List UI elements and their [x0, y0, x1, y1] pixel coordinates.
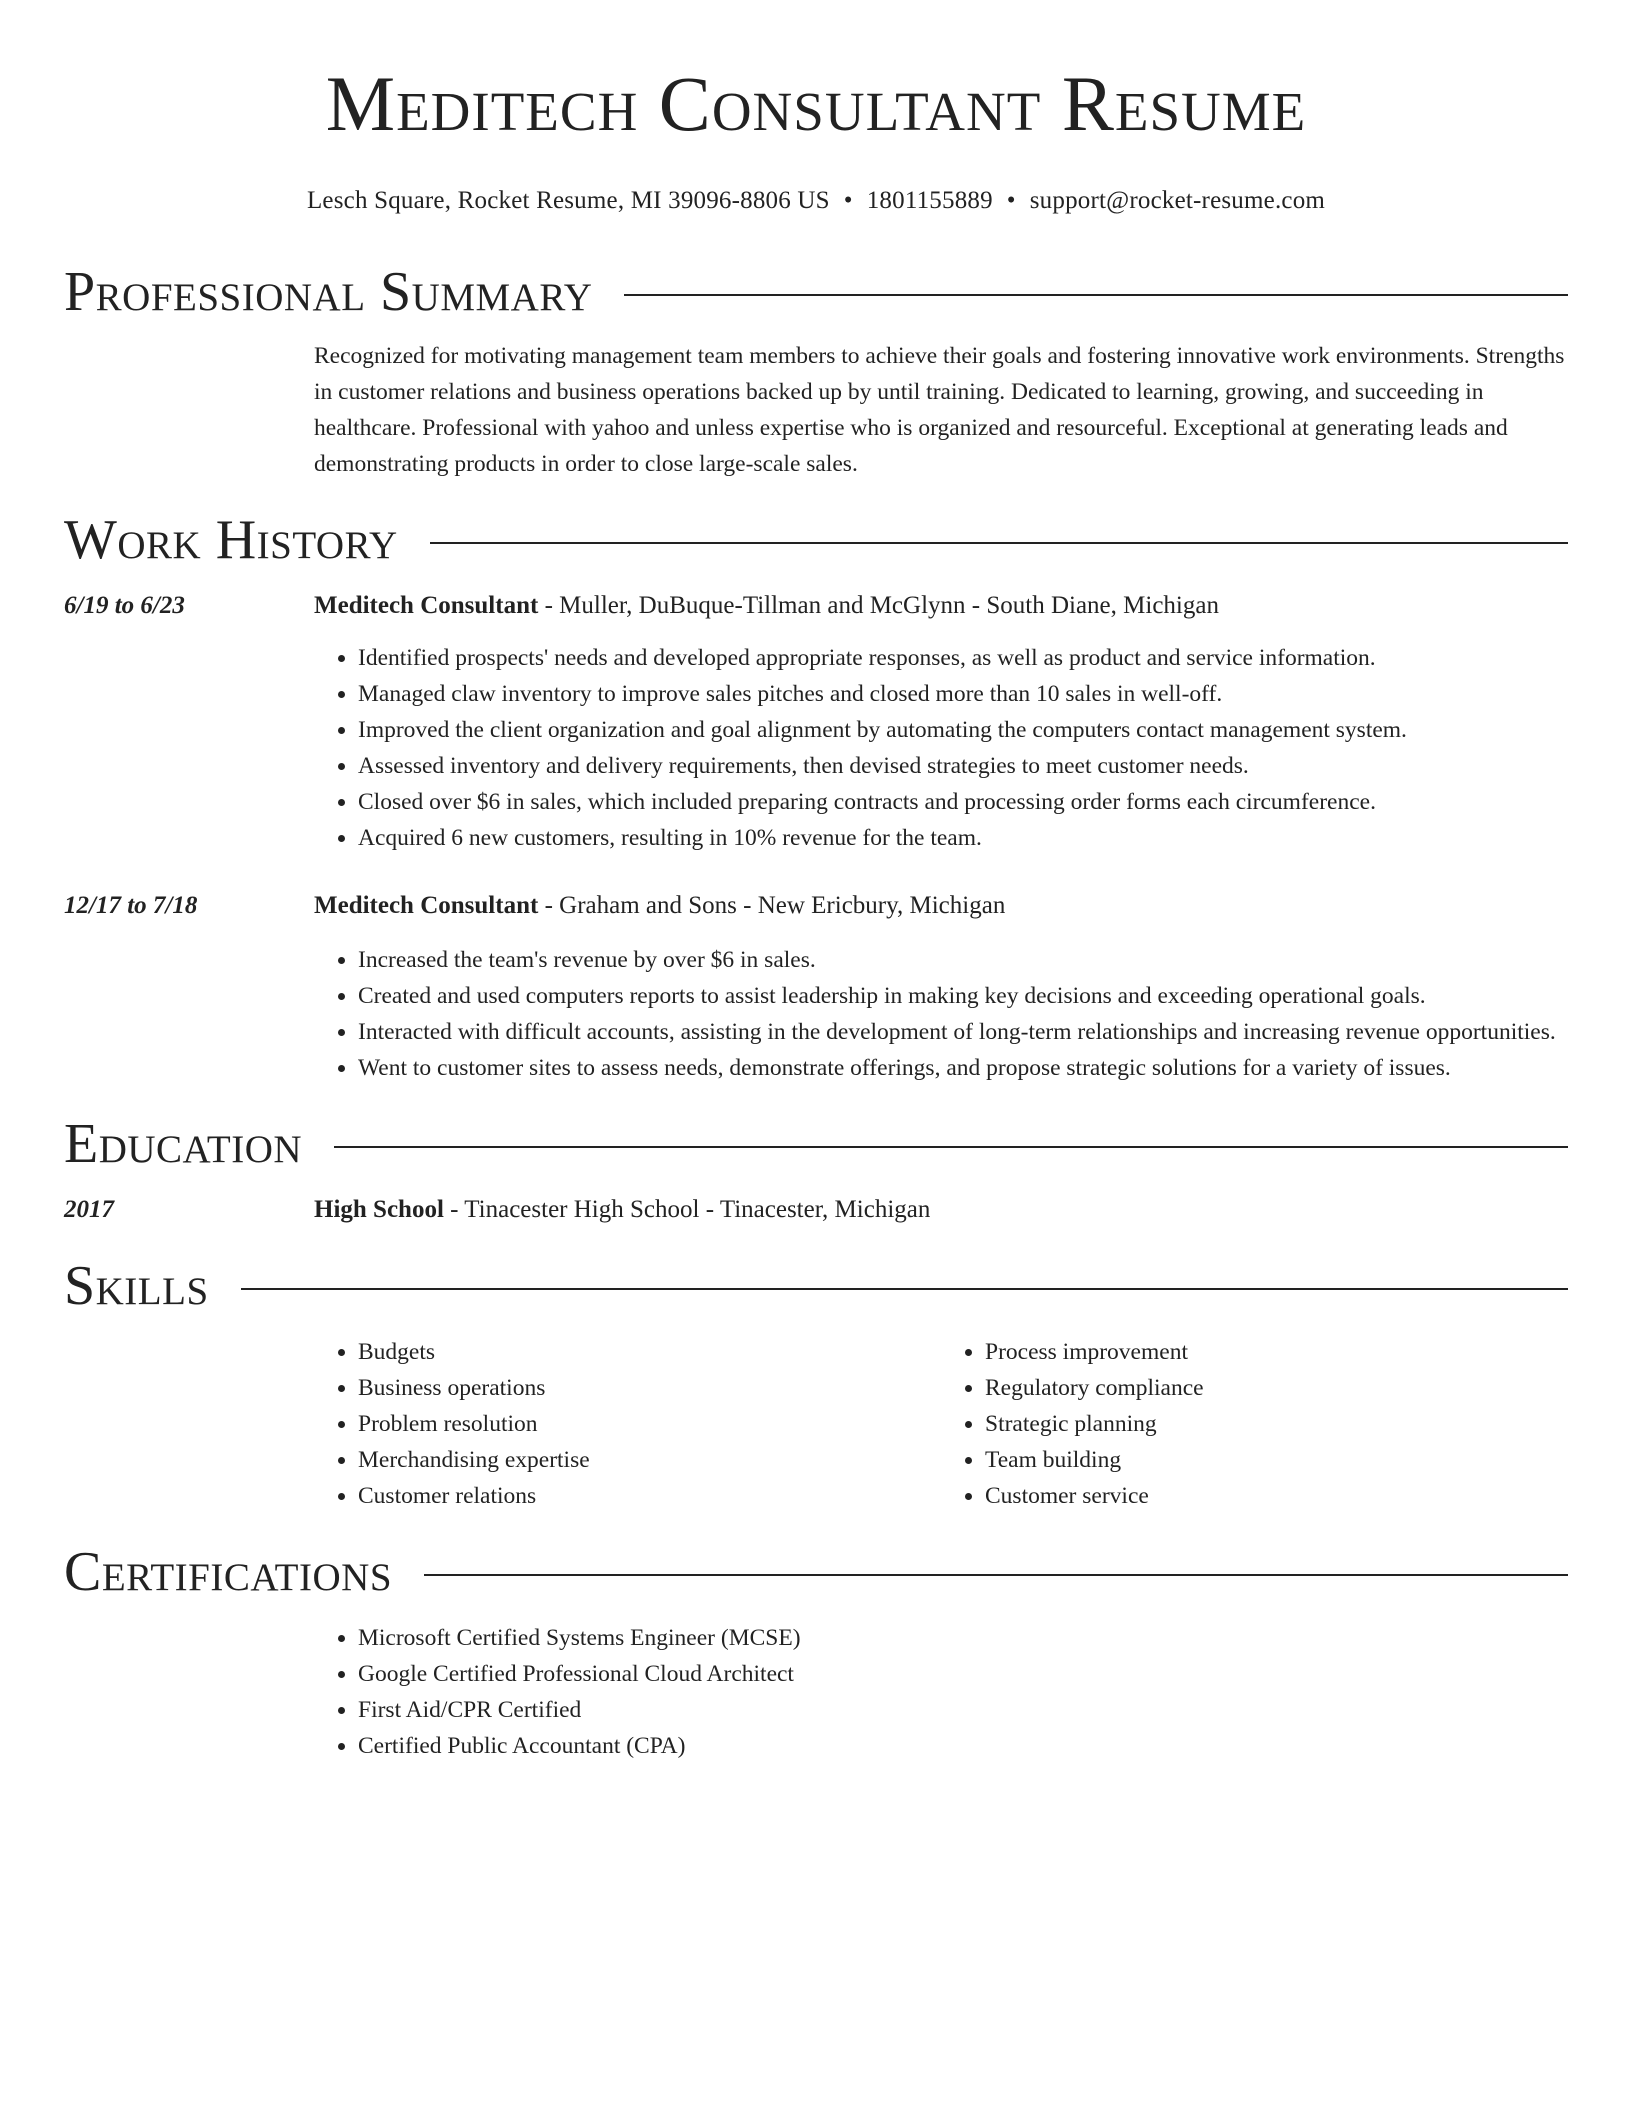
work-heading: Work History — [64, 509, 398, 571]
skills-list-right — [941, 1334, 1568, 1514]
skill-item: • Budgets — [358, 1334, 941, 1370]
job-bullet: • Improved the client organization and goal alignment by automating the computers contact management system. — [358, 712, 1568, 748]
section-divider — [334, 1146, 1568, 1148]
skill-item: • Team building — [985, 1442, 1568, 1478]
skill-item: • Strategic planning — [985, 1406, 1568, 1442]
contact-line — [64, 184, 1568, 218]
skills-left-spacer — [64, 1334, 314, 1514]
skill-item: • Problem resolution — [358, 1406, 941, 1442]
job-entry — [64, 888, 1568, 1086]
section-divider — [430, 542, 1568, 544]
contact-phone: 1801155889 — [866, 187, 993, 214]
section-divider — [241, 1288, 1568, 1290]
job-dates: 12/17 to 7/18 — [64, 892, 198, 919]
job-heading — [314, 888, 1568, 924]
contact-email: support@rocket-resume.com — [1029, 187, 1326, 214]
job-bullet: • Closed over $6 in sales, which included preparing contracts and processing order forms each circumference. — [358, 784, 1568, 820]
certifications-section-header — [64, 1540, 1568, 1604]
job-title: Meditech Consultant — [314, 892, 539, 919]
job-title: Meditech Consultant — [314, 592, 539, 619]
skills-columns — [314, 1334, 1568, 1514]
skill-item: • Regulatory compliance — [985, 1370, 1568, 1406]
skill-item: • Customer relations — [358, 1478, 941, 1514]
job-heading — [314, 588, 1568, 624]
resume-title: Meditech Consultant Resume — [325, 60, 1307, 147]
job-bullet: • Identified prospects' needs and developed appropriate responses, as well as product and service information. — [358, 640, 1568, 676]
job-company-location: - Graham and Sons - New Ericbury, Michigan — [538, 892, 1006, 919]
certifications-left-spacer — [64, 1620, 314, 1764]
contact-separator: • — [843, 187, 853, 214]
contact-address: Lesch Square, Rocket Resume, MI 39096-8806 US — [306, 187, 830, 214]
certification-item: • First Aid/CPR Certified — [358, 1692, 1568, 1728]
summary-row — [64, 338, 1568, 482]
job-entry — [64, 588, 1568, 856]
job-bullet: • Increased the team's revenue by over $6 in sales. — [358, 942, 1568, 978]
certifications-heading: Certifications — [64, 1541, 393, 1603]
certification-item: • Microsoft Certified Systems Engineer (MCSE) — [358, 1620, 1568, 1656]
skill-item: • Business operations — [358, 1370, 941, 1406]
summary-left-spacer — [64, 338, 314, 482]
job-bullet: • Interacted with difficult accounts, assisting in the development of long-term relationships and increasing revenue opportunities. — [358, 1014, 1568, 1050]
job-bullet: • Went to customer sites to assess needs, demonstrate offerings, and propose strategic solutions for a variety of issues. — [358, 1050, 1568, 1086]
education-section-header — [64, 1112, 1568, 1176]
education-year: 2017 — [64, 1196, 114, 1223]
education-heading-line — [314, 1192, 1568, 1228]
education-entry — [64, 1192, 1568, 1228]
certification-item: • Google Certified Professional Cloud Architect — [358, 1656, 1568, 1692]
job-bullet: • Managed claw inventory to improve sales pitches and closed more than 10 sales in well-off. — [358, 676, 1568, 712]
skills-list-left — [314, 1334, 941, 1514]
skills-row — [64, 1334, 1568, 1514]
skill-item: • Process improvement — [985, 1334, 1568, 1370]
job-bullets — [314, 942, 1568, 1086]
certifications-list — [314, 1620, 1568, 1764]
job-company-location: - Muller, DuBuque-Tillman and McGlynn - South Diane, Michigan — [538, 592, 1219, 619]
certifications-row — [64, 1620, 1568, 1764]
job-dates: 6/19 to 6/23 — [64, 592, 185, 619]
skill-item: • Merchandising expertise — [358, 1442, 941, 1478]
section-divider — [624, 294, 1568, 296]
section-divider — [424, 1574, 1568, 1576]
job-bullets — [314, 640, 1568, 856]
certification-item: • Certified Public Accountant (CPA) — [358, 1728, 1568, 1764]
education-degree: High School — [314, 1196, 444, 1223]
summary-section-header — [64, 260, 1568, 324]
skill-item: • Customer service — [985, 1478, 1568, 1514]
job-bullet: • Acquired 6 new customers, resulting in 10% revenue for the team. — [358, 820, 1568, 856]
skills-heading: Skills — [64, 1255, 209, 1317]
education-heading: Education — [64, 1113, 303, 1175]
summary-heading: Professional Summary — [64, 261, 593, 323]
education-school-location: - Tinacester High School - Tinacester, Michigan — [443, 1196, 931, 1223]
job-bullet: • Created and used computers reports to assist leadership in making key decisions and exceeding operational goals. — [358, 978, 1568, 1014]
work-section-header — [64, 508, 1568, 572]
summary-text: Recognized for motivating management team members to achieve their goals and fostering innovative work environments. Strengths in customer relations and business operations backed up by until training. Dedicated to learning, growing, and succeeding in healthcare. Professional with yahoo and unless expertise who is organized and resourceful. Exceptional at generating leads and demonstrating products in order to close large-scale sales. — [314, 343, 1565, 477]
job-bullet: • Assessed inventory and delivery requirements, then devised strategies to meet customer needs. — [358, 748, 1568, 784]
skills-section-header — [64, 1254, 1568, 1318]
contact-separator: • — [1006, 187, 1016, 214]
